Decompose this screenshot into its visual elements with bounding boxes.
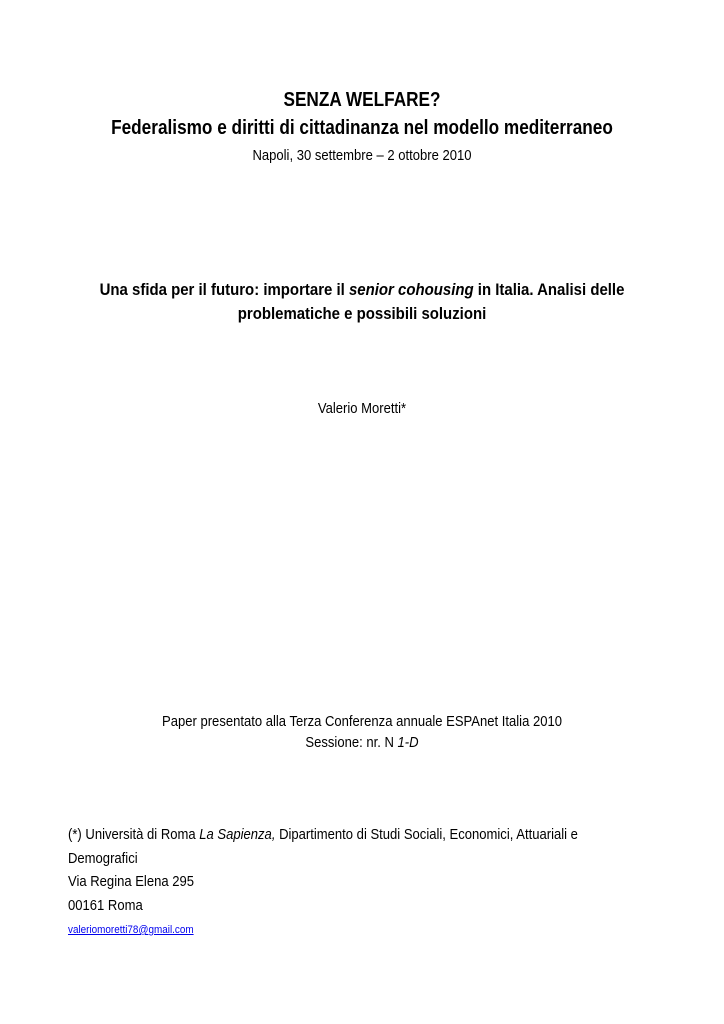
- affiliation-department: Dipartimento di Studi Sociali, Economici, Attuariali e: [275, 827, 578, 843]
- session-prefix: Sessione: nr. N: [305, 735, 398, 751]
- conference-subtitle: Federalismo e diritti di cittadinanza nel modello mediterraneo: [111, 117, 613, 139]
- email-link[interactable]: valeriomoretti78@gmail.com: [68, 924, 194, 936]
- affiliation-line-2: Demografici: [68, 850, 138, 867]
- session-code: 1-D: [397, 735, 419, 751]
- paper-title-italic: senior cohousing: [348, 280, 474, 299]
- session-line: [36, 733, 688, 753]
- affiliation-line-1: [68, 824, 608, 848]
- affiliation-university: La Sapienza,: [199, 827, 276, 843]
- affiliation-city: 00161 Roma: [68, 897, 143, 914]
- conference-title: SENZA WELFARE?: [283, 89, 441, 111]
- paper-title-part1: Una sfida per il futuro: importare il: [99, 280, 349, 299]
- paper-title-part2: in Italia. Analisi delle problematiche e possibili soluzioni: [237, 280, 625, 323]
- affiliation-block: [68, 824, 608, 942]
- paper-title: [79, 278, 646, 326]
- presentation-line: Paper presentato alla Terza Conferenza annuale ESPAnet Italia 2010: [162, 714, 562, 730]
- conference-place-date: Napoli, 30 settembre – 2 ottobre 2010: [252, 148, 472, 164]
- affiliation-street: Via Regina Elena 295: [68, 874, 195, 890]
- affiliation-prefix: (*) Università di Roma: [68, 827, 200, 843]
- author-name: Valerio Moretti*: [317, 401, 407, 417]
